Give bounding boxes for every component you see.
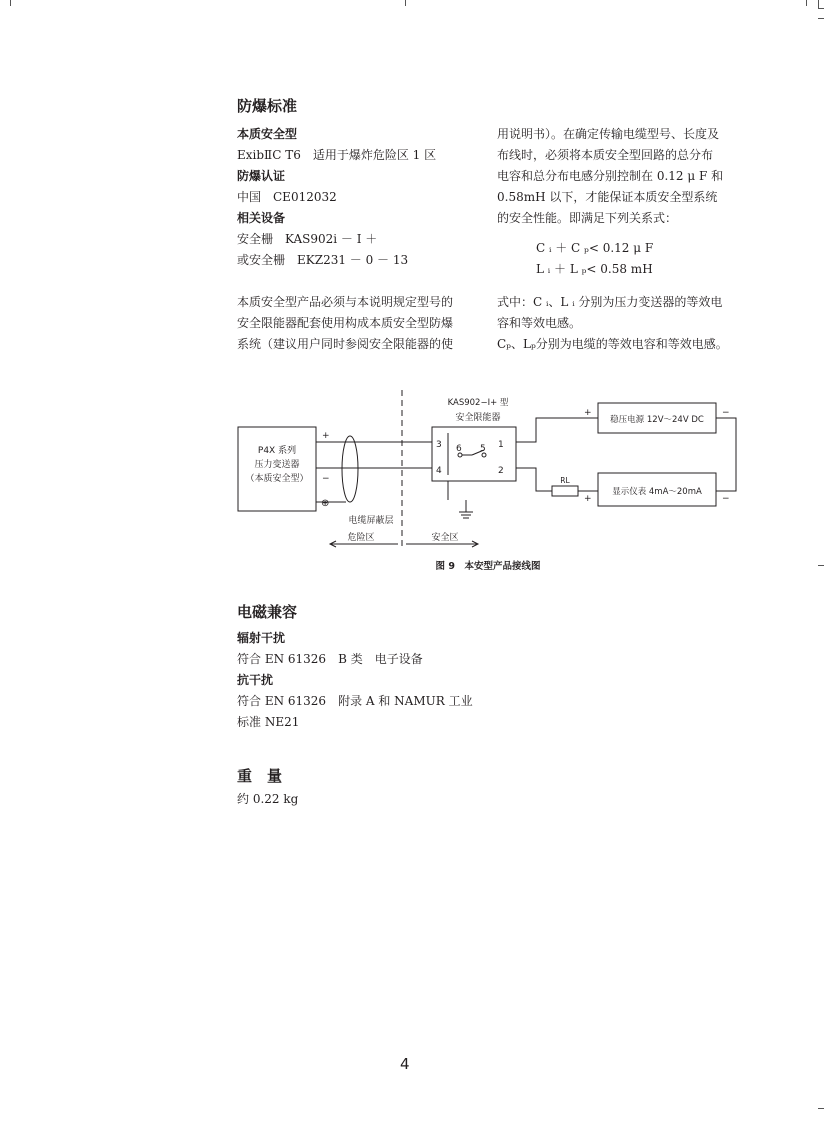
ground-icon: ⊕ xyxy=(321,498,330,509)
barrier-title: KAS902−I+ 型 xyxy=(447,398,509,408)
paragraph-line: 0.58mH 以下，才能保证本质安全型系统 xyxy=(497,190,718,204)
crop-mark xyxy=(806,0,807,6)
radiation-text: 符合 EN 61326 B 类 电子设备 xyxy=(237,652,423,666)
terminal-label: 3 xyxy=(436,440,442,450)
resistor-label: RL xyxy=(560,476,570,485)
paragraph-line: 安全限能器配套使用构成本质安全型防爆 xyxy=(237,316,454,330)
paragraph-line: 的安全性能。即满足下列关系式： xyxy=(497,211,678,225)
paragraph-line: 布线时，必须将本质安全型回路的总分布 xyxy=(497,148,714,162)
terminal-label: 2 xyxy=(498,466,504,476)
display-label: 显示仪表 4mA～20mA xyxy=(612,487,702,497)
plus-sign: + xyxy=(584,494,592,504)
transmitter-label: P4X 系列 xyxy=(257,446,297,456)
terminal-label: 5 xyxy=(480,444,486,454)
weight-value: 约 0.22 kg xyxy=(237,792,299,806)
terminal-label: 6 xyxy=(456,444,462,454)
terminal-label: 1 xyxy=(498,440,504,450)
wiring-diagram xyxy=(230,385,750,580)
paragraph-line: 系统（建议用户同时参阅安全限能器的使 xyxy=(237,337,454,351)
terminal-label: 4 xyxy=(436,466,442,476)
left-column-top xyxy=(237,124,436,271)
crop-mark xyxy=(405,0,406,6)
right-column-bottom xyxy=(497,292,728,355)
crop-mark xyxy=(10,0,11,6)
page-number: 4 xyxy=(400,1055,410,1073)
radiation-heading: 辐射干扰 xyxy=(237,631,286,645)
crop-mark xyxy=(818,8,824,9)
power-supply-label: 稳压电源 12V～24V DC xyxy=(610,415,704,425)
immunity-heading: 抗干扰 xyxy=(237,673,274,687)
section-title-explosion-proof: 防爆标准 xyxy=(237,97,298,115)
immunity-text: 标准 NE21 xyxy=(237,715,300,729)
equipment-line: 或安全栅 EKZ231 － 0 － 13 xyxy=(237,253,409,267)
plus-sign: + xyxy=(322,431,330,441)
intrinsic-text: ExibⅡC T6 适用于爆炸危险区 1 区 xyxy=(237,148,437,162)
plus-sign: + xyxy=(584,408,592,418)
cable-shield-label: 电缆屏蔽层 xyxy=(348,516,394,526)
formula-capacitance: C ᵢ ＋ C ₚ< 0.12 μ F xyxy=(536,241,654,255)
crop-mark xyxy=(818,565,824,566)
barrier-subtitle: 安全限能器 xyxy=(455,413,501,423)
paragraph-line: 本质安全型产品必须与本说明规定型号的 xyxy=(237,295,454,309)
cert-text: 中国 CE012032 xyxy=(237,190,337,204)
section-title-weight: 重 量 xyxy=(237,767,283,785)
resistor-symbol xyxy=(552,486,578,496)
right-column-top xyxy=(497,124,723,229)
immunity-text: 符合 EN 61326 附录 A 和 NAMUR 工业 xyxy=(237,694,473,708)
paragraph-line: 容和等效电感。 xyxy=(497,316,582,330)
equipment-line: 安全栅 KAS902i － I ＋ xyxy=(237,232,378,246)
equipment-heading: 相关设备 xyxy=(237,211,286,225)
transmitter-label: 压力变送器 xyxy=(254,460,300,470)
formula-inductance: L ᵢ ＋ L ₚ< 0.58 mH xyxy=(536,262,653,276)
intrinsic-heading: 本质安全型 xyxy=(237,127,298,141)
crop-mark xyxy=(818,18,824,19)
paragraph-line: 用说明书）。在确定传输电缆型号、长度及 xyxy=(497,127,720,141)
transmitter-label: （本质安全型） xyxy=(245,474,309,484)
crop-mark xyxy=(818,0,819,8)
paragraph-line: Cₚ、Lₚ分别为电缆的等效电容和等效电感。 xyxy=(497,337,728,351)
safe-zone-label: 安全区 xyxy=(431,533,459,543)
emc-content xyxy=(237,628,473,733)
hazard-zone-label: 危险区 xyxy=(347,533,375,543)
section-title-emc: 电磁兼容 xyxy=(237,603,298,621)
crop-mark xyxy=(818,1108,824,1109)
figure-caption: 图 9 本安型产品接线图 xyxy=(435,561,541,572)
left-column-bottom xyxy=(237,292,453,355)
paragraph-line: 式中：C ᵢ、L ᵢ 分别为压力变送器的等效电 xyxy=(497,295,723,309)
minus-sign: − xyxy=(722,494,730,504)
minus-sign: − xyxy=(322,474,330,484)
paragraph-line: 电容和总分布电感分别控制在 0.12 μ F 和 xyxy=(497,169,724,183)
minus-sign: − xyxy=(722,408,730,418)
cert-heading: 防爆认证 xyxy=(237,169,286,183)
